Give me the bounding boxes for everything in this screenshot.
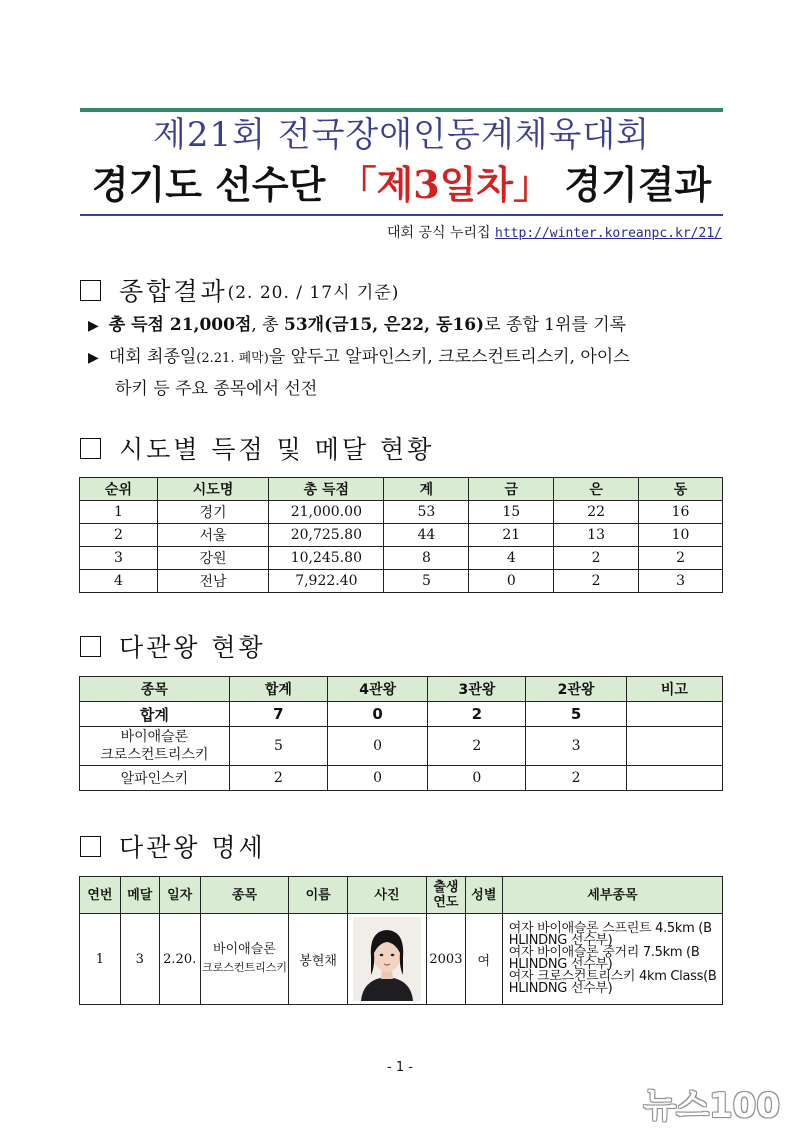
section-medal-heading: 시도별 득점 및 메달 현황	[80, 430, 434, 466]
table-cell: 서울	[157, 524, 268, 547]
triangle-bullet-icon: ▶	[88, 318, 99, 334]
table-row	[80, 570, 723, 593]
table-header-cell: 시도명	[157, 478, 268, 501]
table-header-cell: 4관왕	[328, 677, 428, 702]
table-cell: 2	[526, 766, 626, 791]
table-cell: 21	[469, 524, 554, 547]
checkbox-square-icon	[80, 280, 101, 301]
table-cell: 2003	[426, 914, 465, 1005]
section-summary-heading: 종합결과 (2. 20. / 17시 기준)	[80, 272, 399, 308]
table-cell: 7,922.40	[269, 570, 384, 593]
table-cell: 44	[384, 524, 469, 547]
table-header-cell: 일자	[159, 877, 200, 914]
document-title: 경기도 선수단 「제3일차」 경기결과	[91, 162, 712, 207]
table-cell: 53	[384, 501, 469, 524]
table-header-cell: 계	[384, 478, 469, 501]
table-cell: 13	[554, 524, 639, 547]
table-sum-row	[80, 702, 723, 727]
table-row	[80, 766, 723, 791]
table-cell: 0	[328, 702, 428, 727]
table-cell: 15	[469, 501, 554, 524]
table-cell: 7	[229, 702, 327, 727]
table-cell: 10,245.80	[269, 547, 384, 570]
table-cell: 22	[554, 501, 639, 524]
table-cell	[626, 727, 722, 766]
table-cell: 강원	[157, 547, 268, 570]
table-header-row	[80, 478, 723, 501]
table-cell	[348, 914, 427, 1005]
table-header-row	[80, 677, 723, 702]
table-cell: 바이애슬론 크로스컨트리스키	[80, 727, 230, 766]
table-cell: 5	[384, 570, 469, 593]
table-header-cell: 순위	[80, 478, 158, 501]
table-cell: 8	[384, 547, 469, 570]
medal-table	[79, 477, 723, 593]
checkbox-square-icon	[80, 438, 101, 459]
table-header-cell: 종목	[200, 877, 289, 914]
table-cell: 0	[328, 727, 428, 766]
header-bottom-rule	[80, 214, 723, 216]
table-cell: 3	[639, 570, 723, 593]
news100-watermark-logo: 뉴스100	[643, 1086, 780, 1126]
table-cell: 경기	[157, 501, 268, 524]
table-cell: 2	[428, 727, 526, 766]
day-label: 「제3일차」	[338, 162, 552, 207]
table-row	[80, 914, 723, 1005]
table-header-cell: 총 득점	[269, 478, 384, 501]
table-header-cell: 합계	[229, 677, 327, 702]
table-cell: 2	[554, 570, 639, 593]
table-header-cell: 2관왕	[526, 677, 626, 702]
event-title: 제21회 전국장애인동계체육대회	[152, 115, 651, 155]
table-header-cell: 세부종목	[502, 877, 722, 914]
table-cell: 2	[428, 702, 526, 727]
table-cell: 5	[526, 702, 626, 727]
table-cell: 3	[120, 914, 159, 1005]
summary-bullet-2: ▶ 대회 최종일(2.21. 폐막)을 앞두고 알파인스키, 크로스컨트리스키, 아이스	[88, 347, 630, 367]
multi-medal-table	[79, 676, 723, 791]
table-row	[80, 547, 723, 570]
table-cell	[626, 766, 722, 791]
table-cell	[626, 702, 722, 727]
table-header-cell: 이름	[289, 877, 348, 914]
table-header-cell: 연번	[80, 877, 121, 914]
multi-medal-detail-table	[79, 876, 723, 1005]
checkbox-square-icon	[80, 636, 101, 657]
table-cell: 2	[80, 524, 158, 547]
official-site-line: 대회 공식 누리집 http://winter.koreanpc.kr/21/	[386, 225, 722, 241]
table-cell: 2	[639, 547, 723, 570]
table-header-cell: 금	[469, 478, 554, 501]
table-header-row	[80, 877, 723, 914]
table-cell: 3	[80, 547, 158, 570]
table-header-cell: 종목	[80, 677, 230, 702]
summary-bullet-2-cont: 하키 등 주요 종목에서 선전	[115, 379, 318, 399]
table-cell: 5	[229, 727, 327, 766]
table-cell: 봉현채	[289, 914, 348, 1005]
section-multi-heading: 다관왕 현황	[80, 628, 266, 664]
table-cell: 알파인스키	[80, 766, 230, 791]
table-cell: 0	[428, 766, 526, 791]
checkbox-square-icon	[80, 836, 101, 857]
table-row	[80, 524, 723, 547]
table-header-cell: 사진	[348, 877, 427, 914]
page-number: - 1 -	[387, 1060, 413, 1075]
table-cell: 여자 바이애슬론 스프린트 4.5km (B HLINDNG 선수부) 여자 바이애슬론 중거리 7.5km (B HLINDNG 선수부) 여자 크로스컨트리스키 4km Class(B HLINDNG 선수부)	[502, 914, 722, 1005]
table-cell: 4	[469, 547, 554, 570]
table-cell: 바이애슬론 크로스컨트리스키	[200, 914, 289, 1005]
summary-bullet-1: ▶ 총 득점 21,000점, 총 53개(금15, 은22, 동16)로 종합 1위를 기록	[88, 315, 627, 335]
section-detail-heading: 다관왕 명세	[80, 828, 266, 864]
table-cell: 2	[229, 766, 327, 791]
table-cell: 전남	[157, 570, 268, 593]
table-header-cell: 비고	[626, 677, 722, 702]
table-cell: 21,000.00	[269, 501, 384, 524]
table-cell: 여	[465, 914, 502, 1005]
table-header-cell: 은	[554, 478, 639, 501]
table-cell: 합계	[80, 702, 230, 727]
table-cell: 2	[554, 547, 639, 570]
table-header-cell: 3관왕	[428, 677, 526, 702]
table-cell: 4	[80, 570, 158, 593]
table-cell: 16	[639, 501, 723, 524]
athlete-photo	[353, 917, 421, 1001]
table-header-cell: 동	[639, 478, 723, 501]
table-cell: 3	[526, 727, 626, 766]
table-cell: 10	[639, 524, 723, 547]
table-cell: 0	[328, 766, 428, 791]
table-header-cell: 성별	[465, 877, 502, 914]
table-cell: 1	[80, 914, 121, 1005]
triangle-bullet-icon: ▶	[88, 350, 99, 366]
table-cell: 1	[80, 501, 158, 524]
table-cell: 0	[469, 570, 554, 593]
table-row	[80, 727, 723, 766]
table-cell: 2.20.	[159, 914, 200, 1005]
table-cell: 20,725.80	[269, 524, 384, 547]
table-header-cell: 메달	[120, 877, 159, 914]
table-header-cell: 출생 연도	[426, 877, 465, 914]
official-site-link[interactable]: http://winter.koreanpc.kr/21/	[495, 226, 722, 241]
table-row	[80, 501, 723, 524]
